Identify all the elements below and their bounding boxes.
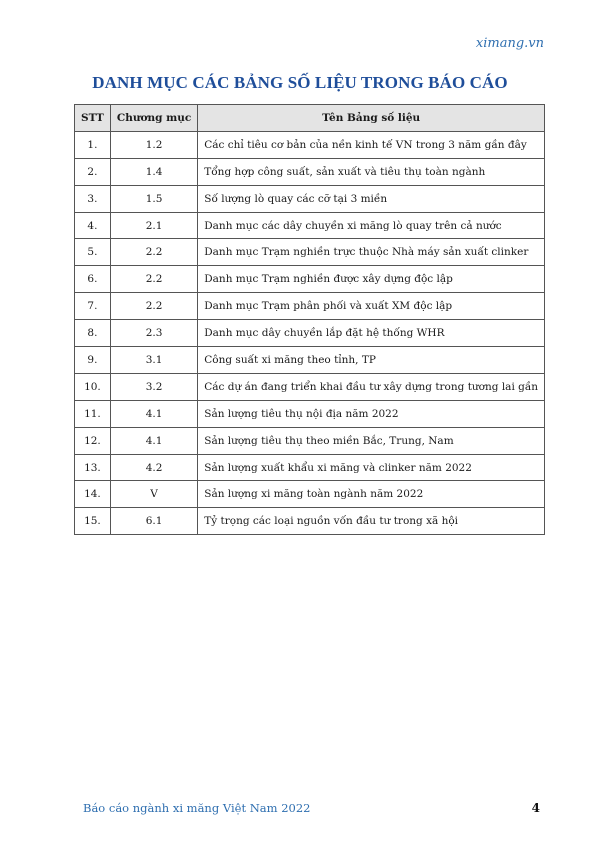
row-stt: 14. [75, 481, 111, 508]
row-chapter: 2.3 [110, 320, 197, 347]
row-chapter: 4.1 [110, 400, 197, 427]
footer-report-title: Báo cáo ngành xi măng Việt Nam 2022 [83, 801, 311, 815]
table-row [75, 454, 545, 481]
row-stt: 3. [75, 185, 111, 212]
row-stt: 2. [75, 158, 111, 185]
table-row [75, 239, 545, 266]
row-table-name: Danh mục Trạm nghiền trực thuộc Nhà máy sản xuất clinker [198, 239, 545, 266]
row-chapter: 1.5 [110, 185, 197, 212]
table-body [75, 131, 545, 534]
row-stt: 4. [75, 212, 111, 239]
row-stt: 5. [75, 239, 111, 266]
row-chapter: 4.2 [110, 454, 197, 481]
row-stt: 13. [75, 454, 111, 481]
row-table-name: Sản lượng xuất khẩu xi măng và clinker năm 2022 [198, 454, 545, 481]
row-table-name: Công suất xi măng theo tỉnh, TP [198, 347, 545, 374]
page-number: 4 [531, 801, 540, 815]
table-header-row [75, 105, 545, 132]
table-row [75, 481, 545, 508]
table-row [75, 185, 545, 212]
row-chapter: V [110, 481, 197, 508]
table-of-tables [74, 104, 545, 535]
row-chapter: 2.2 [110, 293, 197, 320]
row-table-name: Sản lượng xi măng toàn ngành năm 2022 [198, 481, 545, 508]
table-row [75, 158, 545, 185]
row-table-name: Danh mục dây chuyền lắp đặt hệ thống WHR [198, 320, 545, 347]
row-table-name: Các dự án đang triển khai đầu tư xây dựng trong tương lai gần [198, 373, 545, 400]
row-stt: 11. [75, 400, 111, 427]
header-chapter: Chương mục [110, 105, 197, 132]
row-stt: 9. [75, 347, 111, 374]
header-table-name: Tên Bảng số liệu [198, 105, 545, 132]
table-row [75, 266, 545, 293]
row-chapter: 2.2 [110, 239, 197, 266]
row-chapter: 1.4 [110, 158, 197, 185]
row-table-name: Tỷ trọng các loại nguồn vốn đầu tư trong xã hội [198, 508, 545, 535]
table-row [75, 400, 545, 427]
table-row [75, 347, 545, 374]
row-table-name: Số lượng lò quay các cỡ tại 3 miền [198, 185, 545, 212]
table-row [75, 212, 545, 239]
row-chapter: 2.1 [110, 212, 197, 239]
row-chapter: 1.2 [110, 131, 197, 158]
table-row [75, 427, 545, 454]
row-stt: 1. [75, 131, 111, 158]
table-row [75, 508, 545, 535]
row-table-name: Tổng hợp công suất, sản xuất và tiêu thụ toàn ngành [198, 158, 545, 185]
row-stt: 7. [75, 293, 111, 320]
table-row [75, 131, 545, 158]
row-chapter: 2.2 [110, 266, 197, 293]
row-stt: 8. [75, 320, 111, 347]
table-row [75, 373, 545, 400]
row-chapter: 6.1 [110, 508, 197, 535]
row-table-name: Sản lượng tiêu thụ theo miền Bắc, Trung, Nam [198, 427, 545, 454]
row-chapter: 3.1 [110, 347, 197, 374]
row-table-name: Danh mục Trạm phân phối và xuất XM độc lập [198, 293, 545, 320]
table-row [75, 320, 545, 347]
site-watermark: ximang.vn [475, 36, 544, 51]
table-row [75, 293, 545, 320]
row-chapter: 4.1 [110, 427, 197, 454]
row-stt: 6. [75, 266, 111, 293]
row-table-name: Danh mục các dây chuyền xi măng lò quay trên cả nước [198, 212, 545, 239]
row-table-name: Các chỉ tiêu cơ bản của nền kinh tế VN trong 3 năm gần đây [198, 131, 545, 158]
row-stt: 15. [75, 508, 111, 535]
row-table-name: Danh mục Trạm nghiền được xây dựng độc lập [198, 266, 545, 293]
row-chapter: 3.2 [110, 373, 197, 400]
header-stt: STT [75, 105, 111, 132]
row-stt: 12. [75, 427, 111, 454]
row-stt: 10. [75, 373, 111, 400]
row-table-name: Sản lượng tiêu thụ nội địa năm 2022 [198, 400, 545, 427]
page-title: DANH MỤC CÁC BẢNG SỐ LIỆU TRONG BÁO CÁO [92, 73, 508, 92]
